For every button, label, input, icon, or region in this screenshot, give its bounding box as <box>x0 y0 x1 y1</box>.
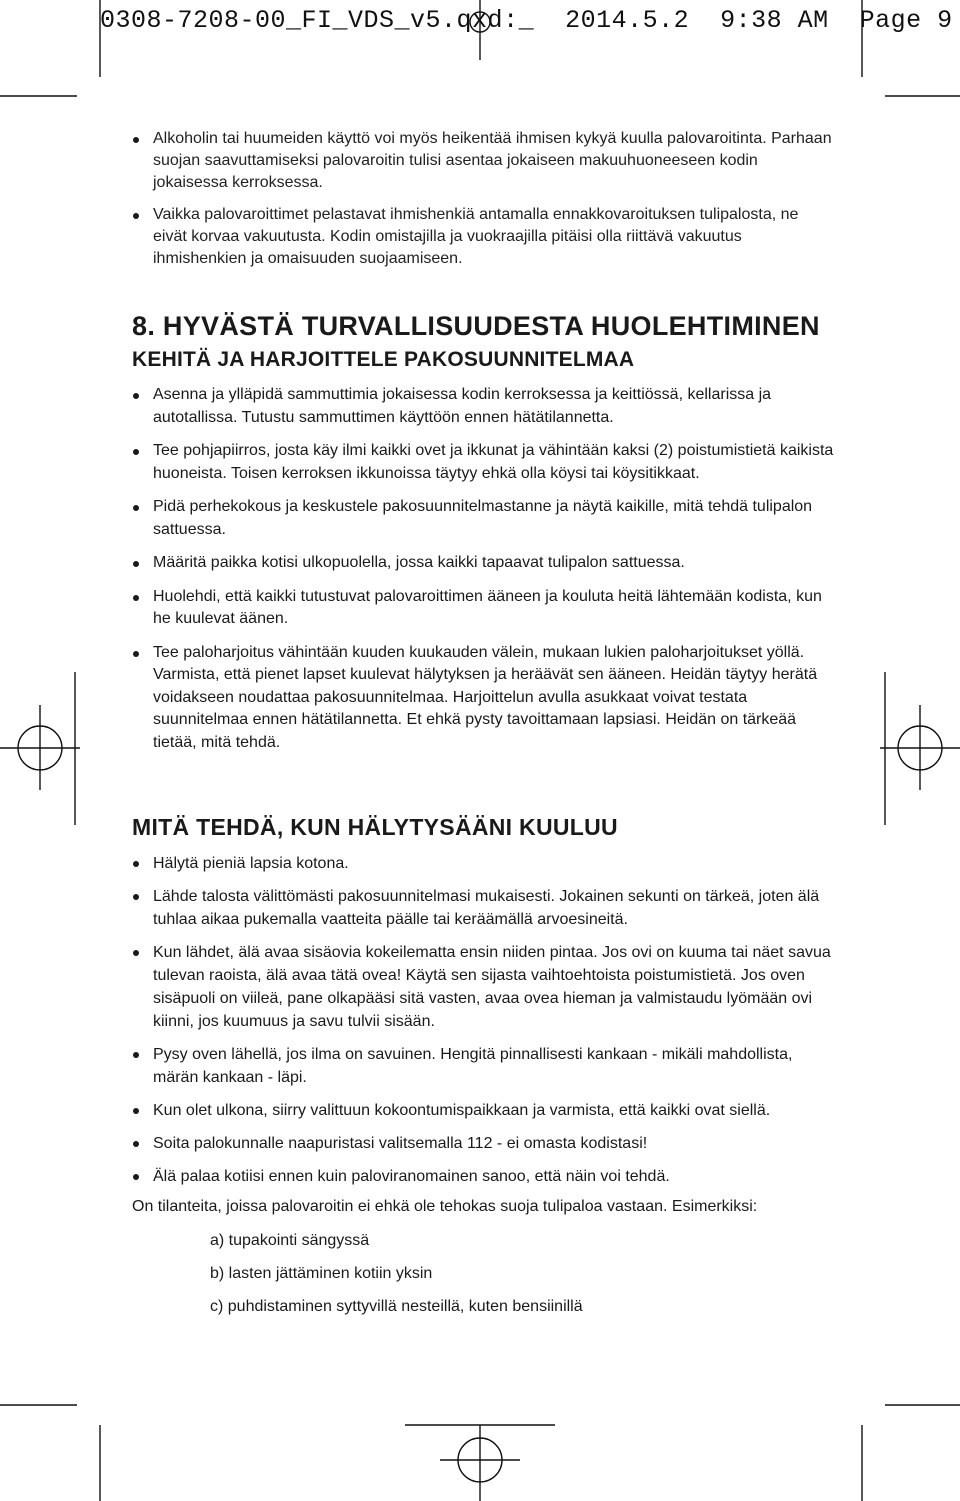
list-item: Määritä paikka kotisi ulkopuolella, jossa kaikki tapaavat tulipalon sattuessa. <box>132 552 837 575</box>
list-item: Tee pohjapiirros, josta käy ilmi kaikki ovet ja ikkunat ja vähintään kaksi (2) poistumistietä kaikista huoneista. Toisen kerroksen ikkunoissa täytyy ehkä olla köysi tai köysitikkaat. <box>132 440 837 485</box>
list-item: Pysy oven lähellä, jos ilma on savuinen. Hengitä pinnallisesti kankaan - mikäli mahdollista, märän kankaan - läpi. <box>132 1043 837 1089</box>
section-8-title: 8. HYVÄSTÄ TURVALLISUUDESTA HUOLEHTIMINEN <box>132 311 820 341</box>
right-register-mark <box>880 672 960 825</box>
closing-paragraph: On tilanteita, joissa palovaroitin ei ehkä ole tehokas suoja tulipaloa vastaan. Esimerkiksi: <box>132 1198 758 1215</box>
list-item: Asenna ja ylläpidä sammuttimia jokaisessa kodin kerroksessa ja keittiössä, kellarissa ja autotallissa. Tutustu sammuttimen käyttöön ennen hätätilannetta. <box>132 384 837 429</box>
list-item: Tee paloharjoitus vähintään kuuden kuukauden välein, mukaan lukien paloharjoitukset yöllä. Varmista, että pienet lapset kuulevat hälytyksen ja heräävät sen ääneen. Heidän täytyy herätä voidakseen noudattaa pakosuunnitelmaa. Harjoittelun avulla asukkaat voivat testata suunnitelmaa ennen hätätilannetta. Et ehkä pysty tavoittamaan lapsiasi. Heidän on tärkeää tietää, mitä tehdä. <box>132 642 837 755</box>
alarm-section-title: MITÄ TEHDÄ, KUN HÄLYTYSÄÄNI KUULUU <box>132 814 618 840</box>
escape-plan-bullet-list <box>132 384 837 765</box>
list-item: Hälytä pieniä lapsia kotona. <box>132 852 837 875</box>
left-register-mark <box>0 672 80 825</box>
list-item: Soita palokunnalle naapuristasi valitsemalla 112 - ei omasta kodistasi! <box>132 1132 837 1155</box>
list-item: Kun olet ulkona, siirry valittuun kokoontumispaikkaan ja varmista, että kaikki ovat siellä. <box>132 1099 837 1122</box>
list-item: Huolehdi, että kaikki tutustuvat palovaroittimen ääneen ja kouluta heitä lähtemään kodista, kun he kuulevat äänen. <box>132 586 837 631</box>
list-item: Pidä perhekokous ja keskustele pakosuunnitelmastanne ja näytä kaikille, mitä tehdä tulipalon sattuessa. <box>132 496 837 541</box>
list-item: Alkoholin tai huumeiden käyttö voi myös heikentää ihmisen kykyä kuulla palovaroitinta. Parhaan suojan saavuttamiseksi palovaroitin tulisi asentaa jokaiseen makuuhuoneeseen kodin jokaisessa kerroksessa. <box>132 128 832 194</box>
print-slug-header: 0308-7208-00_FI_VDS_v5.qxd:_ 2014.5.2 9:38 AM Page 9 <box>100 6 953 35</box>
list-item: a) tupakointi sängyssä <box>210 1232 370 1249</box>
list-item: Vaikka palovaroittimet pelastavat ihmishenkiä antamalla ennakkovaroituksen tulipalosta, ne eivät korvaa vakuutusta. Kodin omistajilla ja vuokraajilla pitäisi olla riittävä vakuutus ihmishenkien ja omaisuuden suojaamiseen. <box>132 204 832 270</box>
examples-list <box>210 1230 583 1329</box>
alarm-bullet-list <box>132 852 837 1198</box>
intro-bullet-list <box>132 128 832 280</box>
bottom-register-mark <box>405 1425 555 1501</box>
list-item: Älä palaa kotiisi ennen kuin paloviranomainen sanoo, että näin voi tehdä. <box>132 1165 837 1188</box>
list-item: Lähde talosta välittömästi pakosuunnitelmasi mukaisesti. Jokainen sekunti on tärkeä, joten älä tuhlaa aikaa pukemalla vaatteita päälle tai keräämällä arvoesineitä. <box>132 885 837 931</box>
list-item: Kun lähdet, älä avaa sisäovia kokeilematta ensin niiden pintaa. Jos ovi on kuuma tai näet savua tulevan raoista, älä avaa tätä ovea! Käytä sen sijasta vaihtoehtoista poistumistietä. Jos oven sisäpuoli on viileä, pane olkapääsi sitä vasten, avaa ovea hieman ja valmistaudu lyömään ovi kiinni, jos kuumuus ja savu tulvii sisään. <box>132 941 837 1033</box>
list-item: c) puhdistaminen syttyvillä nesteillä, kuten bensiinillä <box>210 1298 583 1315</box>
list-item: b) lasten jättäminen kotiin yksin <box>210 1265 433 1282</box>
escape-plan-subtitle: KEHITÄ JA HARJOITTELE PAKOSUUNNITELMAA <box>132 348 635 371</box>
